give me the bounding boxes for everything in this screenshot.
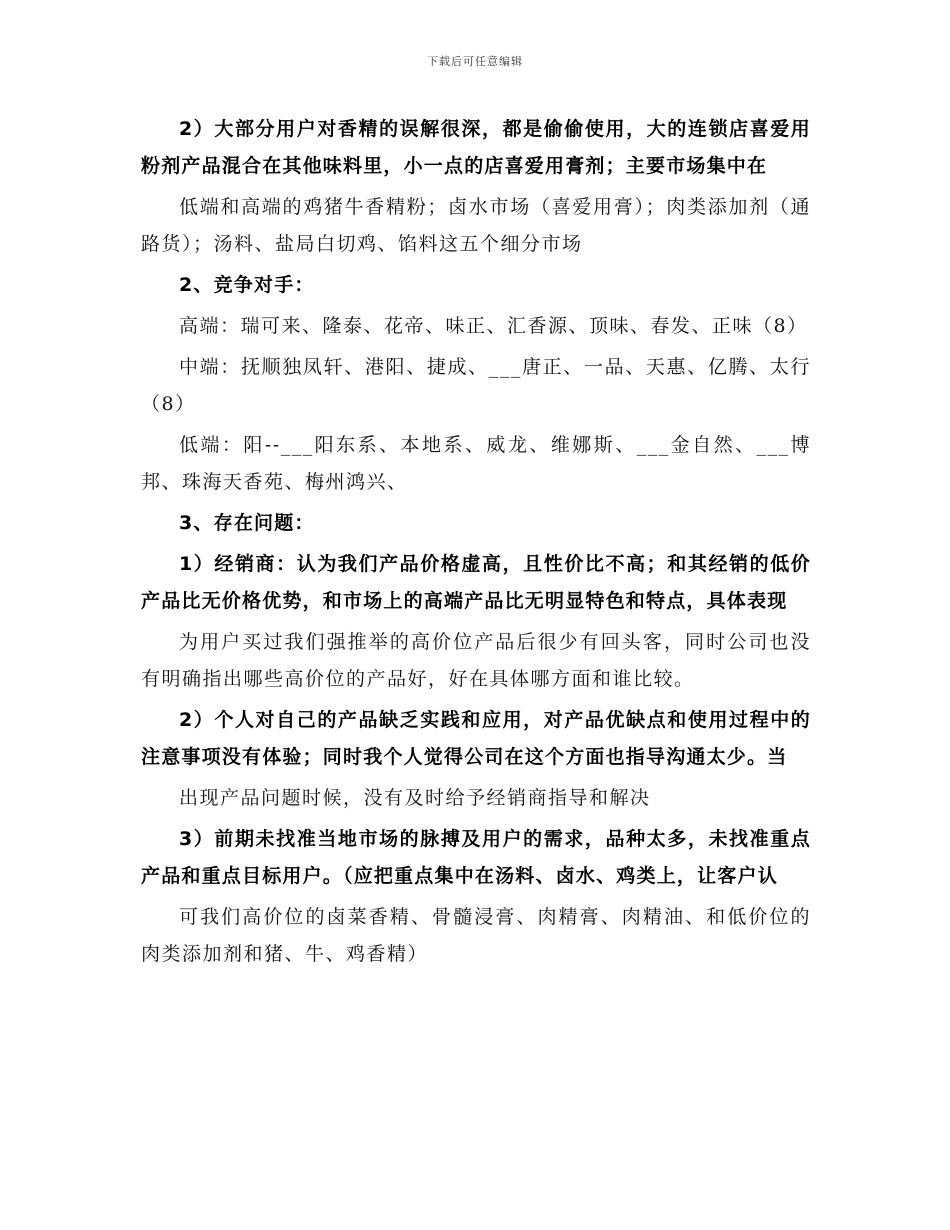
paragraph-market-detail: 可我们高价位的卤菜香精、骨髓浸膏、肉精膏、肉精油、和低价位的肉类添加剂和猪、牛、鸡香精） [141,906,811,965]
page-header: 下载后可任意编辑 [427,55,523,68]
paragraph-high-end: 高端：瑞可来、隆泰、花帝、味正、汇香源、顶味、春发、正味（8） [179,315,808,337]
paragraph-dealer-detail: 为用户买过我们强推举的高价位产品后很少有回头客，同时公司也没有明确指出哪些高价位的产品好，好在具体哪方面和谁比较。 [141,631,811,690]
paragraph-personal: 2）个人对自己的产品缺乏实践和应用，对产品优缺点和使用过程中的注意事项没有体验；同时我个人觉得公司在这个方面也指导沟通太少。当 [141,709,811,768]
paragraph-personal-detail: 出现产品问题时候，没有及时给予经销商指导和解决 [179,787,651,809]
paragraph-mid-end: 中端：抚顺独凤轩、港阳、捷成、___唐正、一品、天惠、亿腾、太行（8） [141,356,811,415]
section-heading-competitors: 2、竞争对手： [179,274,315,296]
document-body [141,111,811,977]
paragraph-2: 低端和高端的鸡猪牛香精粉；卤水市场（喜爱用膏）；肉类添加剂（通路货）；汤料、盐局白切鸡、馅料这五个细分市场 [141,196,811,255]
paragraph-low-end: 低端：阳--___阳东系、本地系、威龙、维娜斯、___金自然、___博邦、珠海天香苑、梅州鸿兴、 [141,434,811,493]
section-heading-problems: 3、存在问题： [179,512,315,534]
paragraph-dealer: 1）经销商：认为我们产品价格虚高，且性价比不高；和其经销的低价产品比无价格优势，和市场上的高端产品比无明显特色和特点，具体表现 [141,553,811,612]
paragraph-market: 3）前期未找准当地市场的脉搏及用户的需求，品种太多，未找准重点产品和重点目标用户。（应把重点集中在汤料、卤水、鸡类上，让客户认 [141,828,811,887]
paragraph-1: 2）大部分用户对香精的误解很深，都是偷偷使用，大的连锁店喜爱用粉剂产品混合在其他味料里，小一点的店喜爱用膏剂；主要市场集中在 [141,118,811,177]
